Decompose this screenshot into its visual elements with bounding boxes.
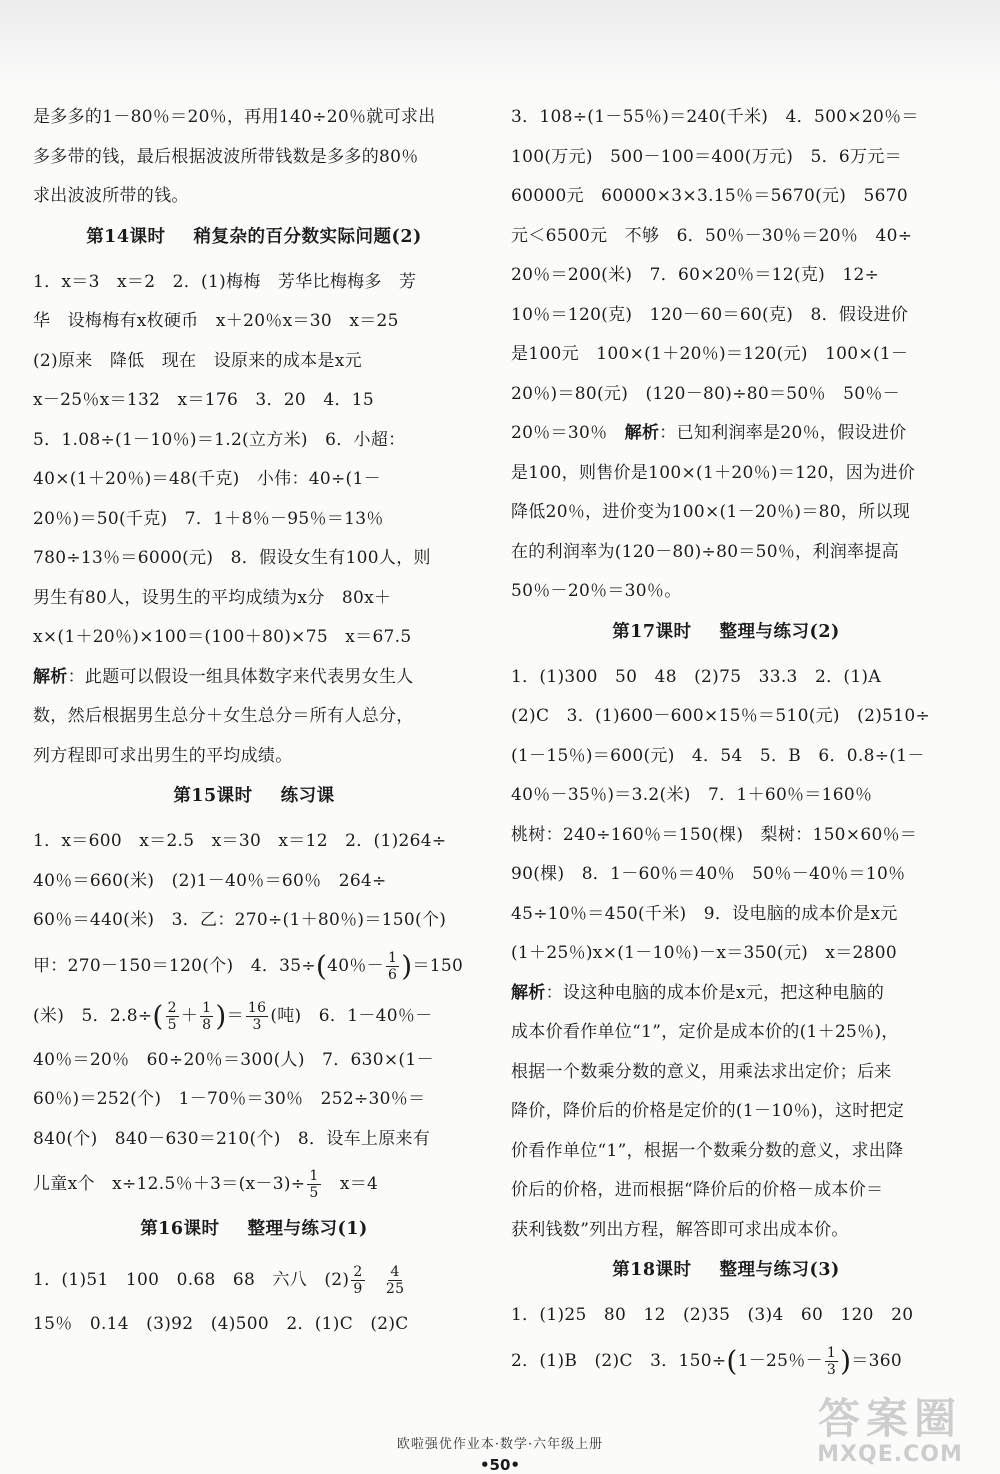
watermark-url: MXQE.COM <box>817 1442 963 1467</box>
analysis-line: 根据一个数乘分数的意义，用乘法求出定价；后来 <box>511 1061 892 1082</box>
scan-shading <box>0 0 1000 90</box>
answer-line: 40％－35％)＝3.2(米) 7．1＋60％＝160％ <box>511 785 873 805</box>
analysis-line: 50％－20％＝30％。 <box>511 581 682 601</box>
answer-line: (1－15％)＝600(元) 4．54 5．B 6．0.8÷(1－ <box>511 745 925 766</box>
analysis-line: 解析：此题可以假设一组具体数字来代表男女生人 <box>33 666 414 687</box>
answer-line: 元＜6500元 不够 6．50％－30％＝20％ 40÷ <box>511 225 913 246</box>
answer-line: 1．x＝600 x＝2.5 x＝30 x＝12 2．(1)264÷ <box>33 831 447 851</box>
analysis-line: 降低20％，进价变为100×(1－20％)＝80，所以现 <box>511 502 911 522</box>
analysis-line: 价看作单位“1”，根据一个数乘分数的意义，求出降 <box>511 1140 904 1161</box>
fraction: $\frac{4}{25}$ <box>385 1264 405 1297</box>
lesson-17-heading: 第17课时 整理与练习(2) <box>612 621 840 642</box>
watermark-text: 答案圈 <box>817 1394 962 1443</box>
answer-line-fraction: 儿童x个 x÷12.5％＋3＝(x－3)÷ $\frac{1}{5}$ x＝4 <box>33 1168 379 1201</box>
answer-line: 3．108÷(1－55％)＝240(千米) 4．500×20％＝ <box>511 107 919 127</box>
lesson-14-heading: 第14课时 稍复杂的百分数实际问题(2) <box>86 226 422 247</box>
analysis-label: 解析 <box>511 982 546 1003</box>
answer-line: 15％ 0.14 (3)92 (4)500 2．(1)C (2)C <box>33 1314 409 1334</box>
answer-line: 桃树：240÷160％＝150(棵) 梨树：150×60％＝ <box>511 824 918 845</box>
answer-line-fraction: 1．(1)51 100 0.68 68 六八 (2) $\frac{2}{9}$ $\frac{4}{25}$ <box>33 1264 405 1297</box>
watermark-logo <box>790 1396 990 1467</box>
answer-line: 780÷13％＝6000(元) 8．假设女生有100人，则 <box>33 548 431 568</box>
page-number: •50• <box>479 1456 521 1474</box>
answer-line: 20％)＝50(千克) 7．1＋8％－95％＝13％ <box>33 508 384 529</box>
intro-line: 是多多的1－80％＝20％，再用140÷20％就可求出 <box>33 107 436 127</box>
analysis-line: 获利钱数”列出方程，解答即可求出成本价。 <box>511 1219 849 1240</box>
analysis-line: 数，然后根据男生总分＋女生总分＝所有人总分， <box>33 706 414 726</box>
answer-line: 100(万元) 500－100＝400(万元) 5．6万元＝ <box>511 146 902 167</box>
fraction: $\frac{1}{6}$ <box>387 949 398 983</box>
analysis-line: 价后的价格，进而根据“降价后的价格－成本价＝ <box>511 1180 884 1200</box>
answer-line: 5．1.08÷(1－10％)＝1.2(立方米) 6．小超： <box>33 429 406 450</box>
answer-line: 20％)＝80(元) (120－80)÷80＝50％ 50％－ <box>511 383 900 404</box>
answer-line: 840(个) 840－630＝210(个) 8．设车上原来有 <box>33 1128 431 1149</box>
answer-line: 1．x＝3 x＝2 2．(1)梅梅 芳华比梅梅多 芳 <box>33 271 417 292</box>
answer-line-fraction: 甲：270－150＝120(个) 4．35÷(40％－ $\frac{1}{6}$ )＝150 <box>33 949 464 983</box>
analysis-line: 成本价看作单位“1”，定价是成本价的(1＋25％)， <box>511 1022 899 1042</box>
answer-line: (2)原来 降低 现在 设原来的成本是x元 <box>33 350 362 371</box>
answer-line: 40×(1＋20％)＝48(千克) 小伟：40÷(1－ <box>33 469 381 489</box>
answer-line: 90(棵) 8．1－60％＝40％ 50％－40％＝10％ <box>511 864 906 884</box>
analysis-label: 解析 <box>624 423 660 443</box>
right-column <box>511 98 941 1386</box>
answer-line-fraction: (米) 5．2.8÷( $\frac{2}{5}$ ＋ $\frac{1}{8}$ )＝ $\frac{16}{3}$ (吨) 6．1－40％－ <box>33 999 433 1033</box>
answer-line: x－25％x＝132 x＝176 3．20 4．15 <box>33 390 374 410</box>
analysis-label: 解析 <box>33 666 68 687</box>
analysis-line: 降价，降价后的价格是定价的(1－10％)，这时把定 <box>511 1101 905 1121</box>
lesson-18-heading: 第18课时 整理与练习(3) <box>612 1260 840 1280</box>
analysis-line: 列方程即可求出男生的平均成绩。 <box>33 745 293 766</box>
answer-line: 60000元 60000×3×3.15％＝5670(元) 5670 <box>511 186 909 206</box>
fraction: $\frac{1}{5}$ <box>309 1168 319 1201</box>
answer-line: (2)C 3．(1)600－600×15％＝510(元) (2)510÷ <box>511 706 931 726</box>
answer-line: 1．(1)25 80 12 (2)35 (3)4 60 120 20 <box>511 1305 914 1325</box>
answer-line: x×(1＋20％)×100＝(100＋80)×75 x＝67.5 <box>33 627 412 647</box>
answer-line: 华 设梅梅有x枚硬币 x＋20％x＝30 x＝25 <box>33 311 399 331</box>
answer-line-fraction: 2．(1)B (2)C 3．150÷(1－25％－ $\frac{1}{3}$ )＝360 <box>511 1344 902 1378</box>
answer-line: 60％＝440(米) 3．乙：270÷(1＋80％)＝150(个) <box>33 910 447 930</box>
answer-line: 男生有80人，设男生的平均成绩为x分 80x＋ <box>33 587 392 608</box>
analysis-line: 20％＝30％ 解析：已知利润率是20％，假设进价 <box>511 423 907 443</box>
fraction: $\frac{16}{3}$ <box>247 999 267 1033</box>
fraction: $\frac{1}{3}$ <box>826 1344 837 1378</box>
lesson-16-heading: 第16课时 整理与练习(1) <box>140 1219 368 1239</box>
answer-line: 40％＝20％ 60÷20％＝300(人) 7．630×(1－ <box>33 1049 434 1070</box>
lesson-15-heading: 第15课时 练习课 <box>173 786 335 806</box>
answer-line: 是100元 100×(1＋20％)＝120(元) 100×(1－ <box>511 344 909 364</box>
fraction: $\frac{2}{9}$ <box>353 1264 363 1297</box>
answer-line: (1＋25％)x×(1－10％)－x＝350(元) x＝2800 <box>511 943 898 963</box>
fraction: $\frac{2}{5}$ <box>167 999 177 1033</box>
intro-line: 求出波波所带的钱。 <box>33 186 189 206</box>
fraction: $\frac{1}{8}$ <box>202 999 212 1033</box>
book-title: 欧啦强优作业本·数学·六年级上册 <box>396 1437 604 1452</box>
analysis-line: 是100，则售价是100×(1＋20％)＝120，因为进价 <box>511 462 915 483</box>
answer-line: 20％＝200(米) 7．60×20％＝12(克) 12÷ <box>511 265 880 285</box>
answer-line: 1．(1)300 50 48 (2)75 33.3 2．(1)A <box>511 666 881 687</box>
answer-line: 60％)＝252(个) 1－70％＝30％ 252÷30％＝ <box>33 1089 426 1109</box>
answer-line: 45÷10％＝450(千米) 9．设电脑的成本价是x元 <box>511 903 898 924</box>
answer-line: 10％＝120(克) 120－60＝60(克) 8．假设进价 <box>511 304 909 325</box>
analysis-line: 在的利润率为(120－80)÷80＝50％，利润率提高 <box>511 541 899 562</box>
answer-line: 40％＝660(米) (2)1－40％＝60％ 264÷ <box>33 870 387 891</box>
left-column <box>33 98 475 1345</box>
intro-line: 多多带的钱，最后根据波波所带钱数是多多的80％ <box>33 146 419 167</box>
analysis-line: 解析：设这种电脑的成本价是x元，把这种电脑的 <box>511 982 885 1003</box>
